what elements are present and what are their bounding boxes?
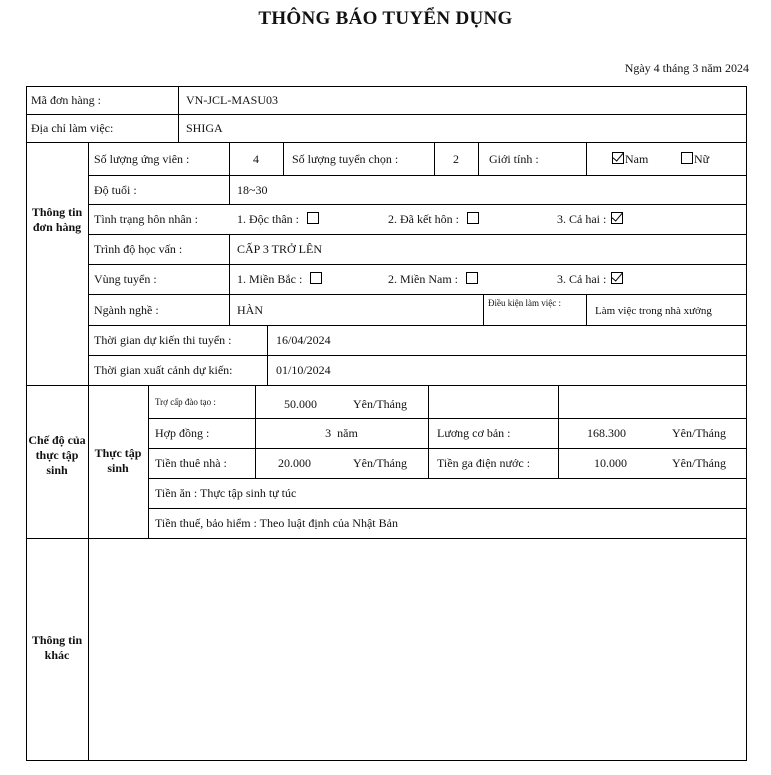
departure-date-label: Thời gian xuất cảnh dự kiến:: [94, 363, 233, 377]
tax-insurance-text: Tiền thuế, bảo hiểm : Theo luật định của Nhật Bản: [155, 516, 398, 530]
basic-salary-value: 168.300: [587, 426, 626, 440]
job-value: HÀN: [237, 303, 263, 317]
order-code-label: Mã đơn hàng :: [31, 93, 102, 107]
region-north-option[interactable]: 1. Miền Bắc :: [237, 272, 322, 286]
marital-married-option[interactable]: 2. Đã kết hôn :: [388, 212, 479, 226]
marital-single-checkbox[interactable]: [307, 212, 319, 224]
marital-label: Tình trạng hôn nhân :: [94, 212, 198, 226]
utility-label: Tiền ga điện nước :: [437, 456, 531, 470]
training-allowance-unit: Yên/Tháng: [353, 397, 407, 411]
utility-value: 10.000: [594, 456, 627, 470]
basic-salary-unit: Yên/Tháng: [672, 426, 726, 440]
other-info-section-label: Thông tin khác: [31, 633, 83, 662]
rent-unit: Yên/Tháng: [353, 456, 407, 470]
selected-value: 2: [453, 152, 459, 166]
document-title: THÔNG BÁO TUYỂN DỤNG: [258, 8, 513, 29]
job-label: Ngành nghề :: [94, 303, 159, 317]
order-code-value: VN-JCL-MASU03: [186, 93, 279, 107]
document-date: Ngày 4 tháng 3 năm 2024: [624, 61, 749, 75]
selected-label: Số lượng tuyển chọn :: [292, 152, 399, 166]
exam-date-label: Thời gian dự kiến thi tuyển :: [94, 333, 232, 347]
benefits-section-label: Chế độ của thực tập sinh: [28, 433, 86, 477]
education-label: Trình độ học vấn :: [94, 242, 183, 256]
work-address-value: SHIGA: [186, 121, 223, 135]
food-cost-text: Tiền ăn : Thực tập sinh tự túc: [155, 486, 297, 500]
exam-date-value: 16/04/2024: [276, 333, 331, 347]
trainee-sub-label: Thực tập sinh: [94, 446, 142, 475]
gender-male-option[interactable]: Nam: [612, 152, 648, 166]
work-condition-value: Làm việc trong nhà xưởng: [595, 305, 712, 317]
rent-value: 20.000: [278, 456, 311, 470]
departure-date-value: 01/10/2024: [276, 363, 331, 377]
education-value: CẤP 3 TRỞ LÊN: [237, 242, 323, 256]
age-label: Độ tuổi :: [94, 183, 137, 197]
region-north-checkbox[interactable]: [310, 272, 322, 284]
candidates-label: Số lượng ứng viên :: [94, 152, 190, 166]
other-info-content-area[interactable]: [89, 539, 746, 760]
region-both-checkbox[interactable]: [611, 272, 623, 284]
marital-married-checkbox[interactable]: [467, 212, 479, 224]
rent-label: Tiền thuê nhà :: [155, 456, 227, 470]
gender-female-option[interactable]: Nữ: [681, 152, 709, 166]
gender-female-checkbox[interactable]: [681, 152, 693, 164]
training-allowance-value: 50.000: [284, 397, 317, 411]
marital-both-checkbox[interactable]: [611, 212, 623, 224]
utility-unit: Yên/Tháng: [672, 456, 726, 470]
gender-male-checkbox[interactable]: [612, 152, 624, 164]
region-south-option[interactable]: 2. Miền Nam :: [388, 272, 478, 286]
marital-single-option[interactable]: 1. Độc thân :: [237, 212, 319, 226]
work-condition-label: Điều kiện làm việc :: [488, 298, 561, 308]
contract-label: Hợp đồng :: [155, 426, 210, 440]
age-value: 18~30: [237, 183, 268, 197]
work-address-label: Địa chỉ làm việc:: [31, 121, 114, 135]
region-south-checkbox[interactable]: [466, 272, 478, 284]
training-allowance-label: Trợ cấp đào tạo :: [155, 397, 216, 407]
candidates-value: 4: [253, 152, 259, 166]
contract-value: 3 năm: [325, 426, 358, 440]
basic-salary-label: Lương cơ bản :: [437, 426, 511, 440]
gender-label: Giới tính :: [489, 152, 539, 166]
order-info-section-label: Thông tin đơn hàng: [31, 205, 83, 234]
marital-both-option[interactable]: 3. Cả hai :: [557, 212, 623, 226]
region-both-option[interactable]: 3. Cả hai :: [557, 272, 623, 286]
region-label: Vùng tuyển :: [94, 272, 157, 286]
